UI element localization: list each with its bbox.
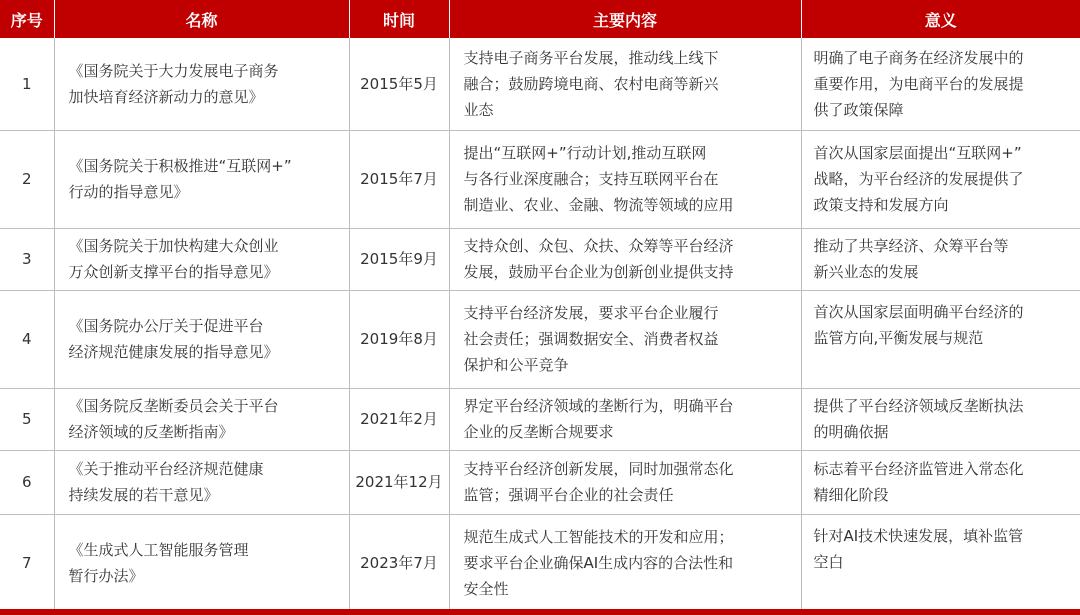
bottom-rule bbox=[0, 609, 1080, 615]
header-name: 名称 bbox=[54, 0, 349, 38]
row-index: 2 bbox=[0, 130, 54, 228]
policy-meaning: 明确了电子商务在经济发展中的 重要作用，为电商平台的发展提 供了政策保障 bbox=[801, 38, 1080, 130]
table-row bbox=[0, 450, 1080, 514]
row-index: 4 bbox=[0, 290, 54, 388]
policy-meaning: 首次从国家层面明确平台经济的 监管方向,平衡发展与规范 bbox=[801, 290, 1080, 388]
policy-date: 2021年2月 bbox=[349, 388, 449, 450]
policy-meaning: 首次从国家层面提出“互联网+” 战略，为平台经济的发展提供了 政策支持和发展方向 bbox=[801, 130, 1080, 228]
policy-name: 《国务院关于加快构建大众创业 万众创新支撑平台的指导意见》 bbox=[54, 228, 349, 290]
row-index: 6 bbox=[0, 450, 54, 514]
policy-meaning: 标志着平台经济监管进入常态化 精细化阶段 bbox=[801, 450, 1080, 514]
policy-name: 《国务院关于积极推进“互联网+” 行动的指导意见》 bbox=[54, 130, 349, 228]
policy-date: 2021年12月 bbox=[349, 450, 449, 514]
row-index: 1 bbox=[0, 38, 54, 130]
policy-content: 支持平台经济创新发展，同时加强常态化 监管；强调平台企业的社会责任 bbox=[449, 450, 801, 514]
table-row bbox=[0, 388, 1080, 450]
table-row bbox=[0, 228, 1080, 290]
table-row bbox=[0, 130, 1080, 228]
policy-date: 2015年5月 bbox=[349, 38, 449, 130]
header-meaning: 意义 bbox=[801, 0, 1080, 38]
policy-meaning: 推动了共享经济、众筹平台等 新兴业态的发展 bbox=[801, 228, 1080, 290]
row-index: 3 bbox=[0, 228, 54, 290]
row-index: 7 bbox=[0, 514, 54, 611]
policy-name: 《关于推动平台经济规范健康 持续发展的若干意见》 bbox=[54, 450, 349, 514]
table-row bbox=[0, 514, 1080, 611]
policy-meaning: 提供了平台经济领域反垄断执法 的明确依据 bbox=[801, 388, 1080, 450]
policy-date: 2015年7月 bbox=[349, 130, 449, 228]
policy-date: 2023年7月 bbox=[349, 514, 449, 611]
table-row bbox=[0, 38, 1080, 130]
policy-content: 支持电子商务平台发展，推动线上线下 融合；鼓励跨境电商、农村电商等新兴 业态 bbox=[449, 38, 801, 130]
table-row bbox=[0, 290, 1080, 388]
policy-content: 界定平台经济领域的垄断行为，明确平台 企业的反垄断合规要求 bbox=[449, 388, 801, 450]
header-date: 时间 bbox=[349, 0, 449, 38]
policy-name: 《国务院关于大力发展电子商务 加快培育经济新动力的意见》 bbox=[54, 38, 349, 130]
row-index: 5 bbox=[0, 388, 54, 450]
policy-content: 提出“互联网+”行动计划,推动互联网 与各行业深度融合；支持互联网平台在 制造业、农业、金融、物流等领域的应用 bbox=[449, 130, 801, 228]
policy-name: 《国务院办公厅关于促进平台 经济规范健康发展的指导意见》 bbox=[54, 290, 349, 388]
policy-date: 2019年8月 bbox=[349, 290, 449, 388]
header-index: 序号 bbox=[0, 0, 54, 38]
table-header-row bbox=[0, 0, 1080, 38]
header-content: 主要内容 bbox=[449, 0, 801, 38]
policy-content: 支持平台经济发展，要求平台企业履行 社会责任；强调数据安全、消费者权益 保护和公平竞争 bbox=[449, 290, 801, 388]
policy-meaning: 针对AI技术快速发展，填补监管 空白 bbox=[801, 514, 1080, 611]
policy-name: 《国务院反垄断委员会关于平台 经济领域的反垄断指南》 bbox=[54, 388, 349, 450]
policy-content: 规范生成式人工智能技术的开发和应用； 要求平台企业确保AI生成内容的合法性和 安全性 bbox=[449, 514, 801, 611]
policy-content: 支持众创、众包、众扶、众筹等平台经济 发展，鼓励平台企业为创新创业提供支持 bbox=[449, 228, 801, 290]
policy-date: 2015年9月 bbox=[349, 228, 449, 290]
policy-name: 《生成式人工智能服务管理 暂行办法》 bbox=[54, 514, 349, 611]
